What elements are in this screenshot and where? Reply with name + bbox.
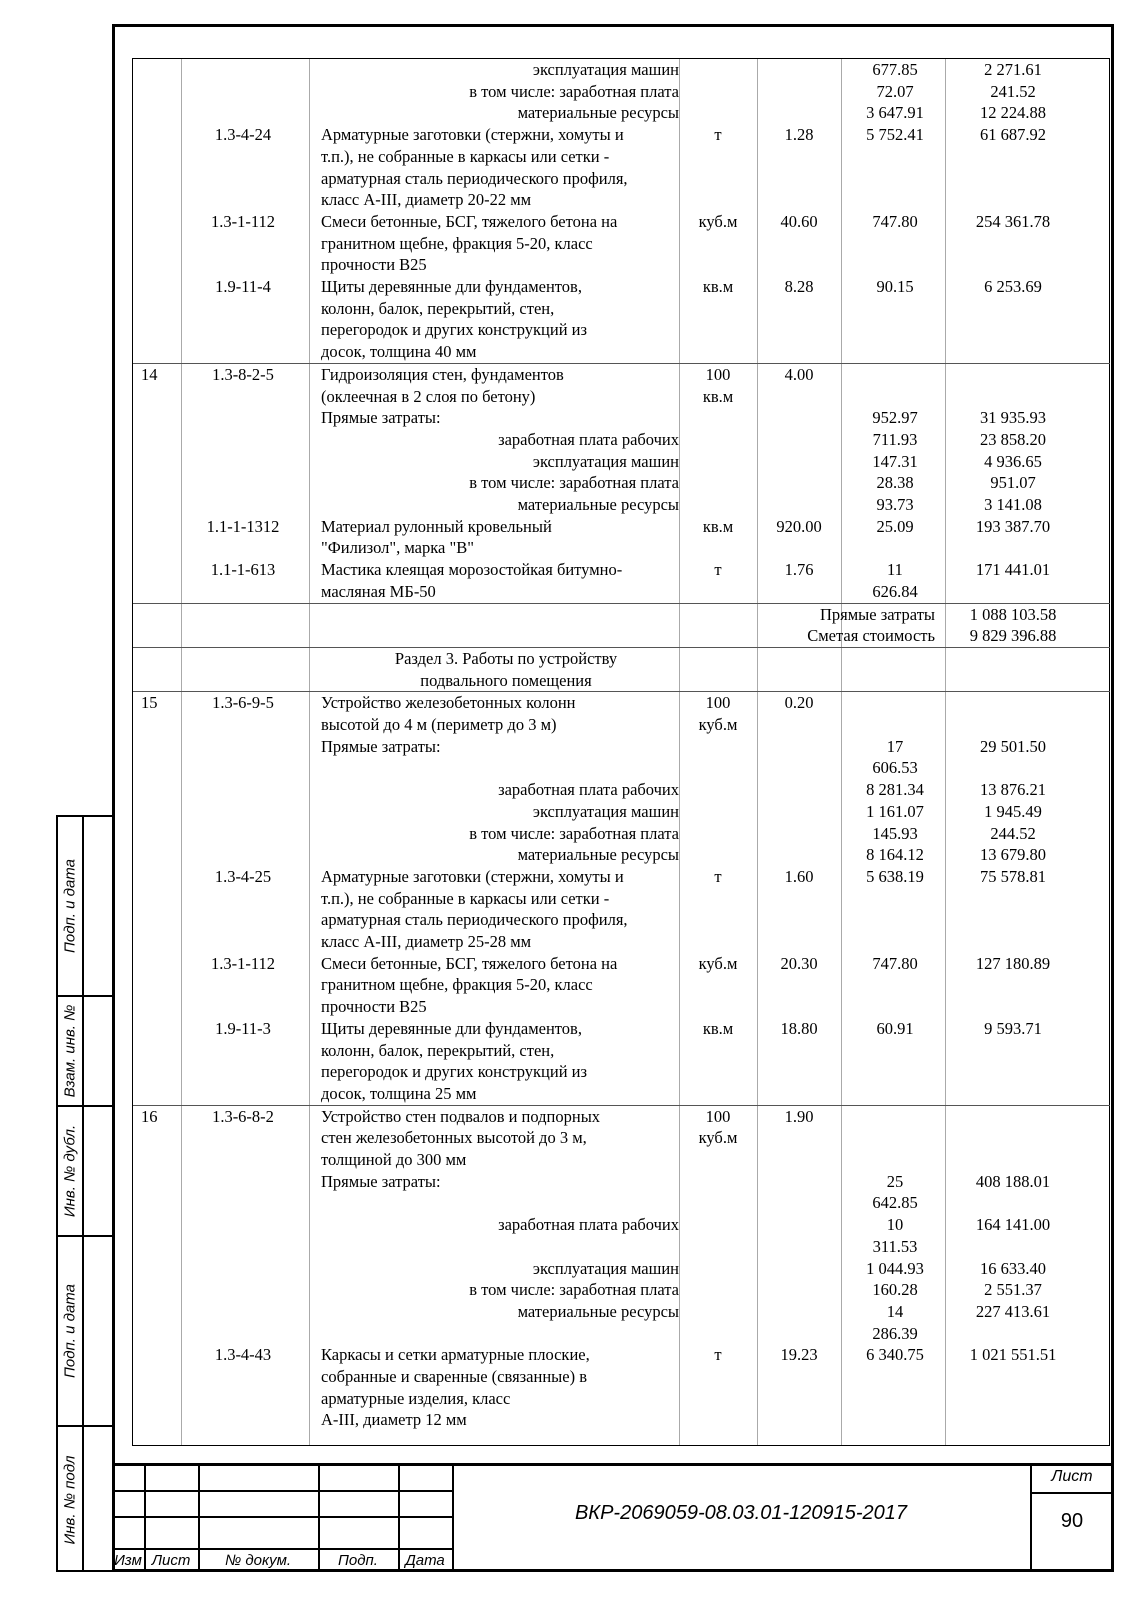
stamp-label: Подп. и дата xyxy=(61,859,79,953)
total-cost: 3 141.08 xyxy=(984,495,1042,514)
unit-of-measure: куб.м xyxy=(698,953,738,973)
work-description: класс А-III, диаметр 25-28 мм xyxy=(321,932,532,951)
work-description: Материал рулонный кровельный xyxy=(321,516,552,536)
total-cost: 12 224.88 xyxy=(980,103,1046,123)
unit-price: 72.07 xyxy=(876,81,914,101)
total-cost: 241.52 xyxy=(990,81,1036,101)
work-description: Устройство железобетонных колонн xyxy=(321,693,576,713)
rate-code: 1.9-11-4 xyxy=(215,277,271,296)
unit-of-measure: т xyxy=(714,560,722,580)
hdr-signature: Подп. xyxy=(338,1552,378,1569)
total-cost: 9 593.71 xyxy=(984,1018,1042,1038)
document-code: ВКР-2069059-08.03.01-120915-2017 xyxy=(574,1502,908,1524)
stamp-cell xyxy=(58,1237,112,1427)
summary-label: Прямые затраты xyxy=(819,604,935,624)
stamp-label-box xyxy=(58,1427,84,1572)
sheet-label: Лист xyxy=(1051,1468,1093,1485)
stamp-label-box xyxy=(58,1107,84,1235)
quantity: 20.30 xyxy=(780,953,818,973)
quantity: 920.00 xyxy=(776,516,822,536)
total-cost: 1 021 551.51 xyxy=(969,1345,1057,1365)
unit-price: 160.28 xyxy=(872,1280,918,1300)
unit-price: 147.31 xyxy=(872,451,918,471)
total-cost: 29 501.50 xyxy=(980,736,1046,756)
stamp-label-box xyxy=(58,997,84,1105)
total-cost: 254 361.78 xyxy=(975,211,1051,231)
total-cost: 13 679.80 xyxy=(980,845,1046,865)
summary-value: 1 088 103.58 xyxy=(969,604,1057,624)
unit-of-measure: куб.м xyxy=(698,1128,738,1148)
hdr-list: Лист xyxy=(151,1552,191,1569)
unit-of-measure: куб.м xyxy=(698,211,738,231)
rate-code: 1.1-1-1312 xyxy=(206,516,280,536)
unit-of-measure: куб.м xyxy=(698,715,738,734)
work-description: Щиты деревянные дли фундаментов, xyxy=(321,1018,582,1038)
work-description: т.п.), не собранные в каркасы или сетки - xyxy=(321,146,610,166)
work-description: Смеси бетонные, БСГ, тяжелого бетона на xyxy=(321,211,618,231)
quantity: 8.28 xyxy=(784,277,814,296)
work-description: Устройство стен подвалов и подпорных xyxy=(321,1106,601,1126)
quantity: 1.28 xyxy=(784,125,814,145)
unit-price: 8 281.34 xyxy=(866,780,924,800)
total-cost: 127 180.89 xyxy=(975,953,1051,973)
unit-price: 14 xyxy=(886,1301,904,1321)
rate-code: 1.3-4-25 xyxy=(214,866,272,886)
work-description: толщиной до 300 мм xyxy=(321,1150,467,1169)
rate-code: 1.3-6-9-5 xyxy=(212,693,274,713)
section-title: подвального помещения xyxy=(420,670,592,690)
unit-price: 5 752.41 xyxy=(866,125,924,145)
estimate-table xyxy=(132,58,1110,1446)
left-stamp xyxy=(56,815,112,1572)
unit-price: 6 340.75 xyxy=(866,1345,924,1365)
hdr-date: Дата xyxy=(405,1552,445,1569)
total-cost: 2 551.37 xyxy=(984,1280,1042,1300)
cost-subitem-label: в том числе: заработная плата xyxy=(469,1280,679,1300)
unit-price: 145.93 xyxy=(872,823,918,843)
work-description: перегородок и других конструкций из xyxy=(321,1062,588,1082)
summary-label: Сметая стоимость xyxy=(807,626,935,646)
work-description: арматурные изделия, класс xyxy=(321,1388,511,1408)
position-number: 16 xyxy=(141,1106,158,1126)
position-number: 14 xyxy=(141,364,158,384)
total-cost: 4 936.65 xyxy=(984,451,1042,471)
quantity: 18.80 xyxy=(780,1018,818,1038)
total-cost: 951.07 xyxy=(990,473,1036,493)
position-number: 15 xyxy=(141,693,158,713)
unit-of-measure: 100 xyxy=(705,364,731,384)
unit-price: 90.15 xyxy=(876,277,914,296)
quantity: 1.76 xyxy=(784,560,814,580)
stamp-cell xyxy=(58,1107,112,1237)
work-description: гранитном щебне, фракция 5-20, класс xyxy=(321,975,593,995)
unit-price: 747.80 xyxy=(872,211,918,231)
work-description: собранные и сваренные (связанные) в xyxy=(321,1367,587,1386)
work-description: стен железобетонных высотой до 3 м, xyxy=(321,1128,587,1148)
cost-subitem-label: эксплуатация машин xyxy=(532,801,679,821)
summary-value: 9 829 396.88 xyxy=(969,626,1057,646)
total-cost: 13 876.21 xyxy=(980,780,1046,800)
cost-subitem-label: эксплуатация машин xyxy=(532,60,679,79)
section-title: Раздел 3. Работы по устройству xyxy=(394,648,618,668)
stamp-label: Взам. инв. № xyxy=(61,1004,79,1098)
quantity: 0.20 xyxy=(784,693,814,713)
cost-subitem-label: материальные ресурсы xyxy=(517,845,679,865)
stamp-cell xyxy=(58,1427,112,1572)
work-description: перегородок и других конструкций из xyxy=(321,320,588,340)
cost-subitem-label: заработная плата рабочих xyxy=(498,780,679,800)
work-description: колонн, балок, перекрытий, стен, xyxy=(321,298,555,318)
stamp-label: Подп. и дата xyxy=(61,1284,79,1378)
work-description: А-III, диаметр 12 мм xyxy=(321,1410,467,1430)
cost-subitem-label: материальные ресурсы xyxy=(517,495,679,514)
cost-subitem-label: заработная плата рабочих xyxy=(498,429,679,449)
total-cost: 31 935.93 xyxy=(980,408,1046,428)
rate-code: 1.3-1-112 xyxy=(210,953,275,973)
cost-subitem-label: в том числе: заработная плата xyxy=(469,81,679,101)
cost-subitem-label: материальные ресурсы xyxy=(517,1301,679,1321)
unit-price: 626.84 xyxy=(872,581,918,601)
hdr-doc-number: № докум. xyxy=(224,1552,292,1569)
work-description: прочности В25 xyxy=(321,255,427,275)
total-cost: 164 141.00 xyxy=(975,1215,1051,1235)
quantity: 1.60 xyxy=(784,866,814,886)
unit-price: 606.53 xyxy=(872,758,918,778)
rate-code: 1.3-4-24 xyxy=(214,125,272,145)
work-description: высотой до 4 м (периметр до 3 м) xyxy=(321,715,557,734)
quantity: 19.23 xyxy=(780,1345,818,1365)
work-description: Арматурные заготовки (стержни, хомуты и xyxy=(321,125,624,145)
title-block xyxy=(112,1463,1114,1572)
unit-price: 8 164.12 xyxy=(866,845,924,865)
stamp-label: Инв. № дубл. xyxy=(61,1124,79,1218)
total-cost: 227 413.61 xyxy=(975,1301,1051,1321)
unit-price: 3 647.91 xyxy=(866,103,924,123)
work-description: (оклеечная в 2 слоя по бетону) xyxy=(321,386,536,406)
unit-price: 642.85 xyxy=(872,1193,918,1213)
unit-of-measure: т xyxy=(714,866,722,886)
unit-of-measure: кв.м xyxy=(702,277,734,296)
cost-subitem-label: заработная плата рабочих xyxy=(498,1215,679,1235)
work-description: колонн, балок, перекрытий, стен, xyxy=(321,1040,555,1060)
rate-code: 1.3-8-2-5 xyxy=(212,364,274,384)
unit-price: 11 xyxy=(887,560,903,580)
unit-price: 25.09 xyxy=(876,516,914,536)
stamp-cell xyxy=(58,817,112,997)
unit-price: 28.38 xyxy=(876,473,914,493)
direct-costs-label: Прямые затраты: xyxy=(321,408,441,428)
unit-price: 1 044.93 xyxy=(866,1258,924,1278)
cost-subitem-label: в том числе: заработная плата xyxy=(469,473,679,493)
unit-price: 17 xyxy=(886,736,904,756)
total-cost: 23 858.20 xyxy=(980,429,1046,449)
work-description: арматурная сталь периодического профиля, xyxy=(321,168,628,188)
direct-costs-label: Прямые затраты: xyxy=(321,736,441,756)
rate-code: 1.1-1-613 xyxy=(210,560,276,580)
unit-of-measure: т xyxy=(714,1345,722,1365)
work-description: Смеси бетонные, БСГ, тяжелого бетона на xyxy=(321,953,618,973)
cost-subitem-label: эксплуатация машин xyxy=(532,1258,679,1278)
work-description: масляная МБ-50 xyxy=(321,581,436,601)
unit-price: 952.97 xyxy=(872,408,918,428)
total-cost: 61 687.92 xyxy=(980,125,1046,145)
sheet-number: 90 xyxy=(1060,1510,1084,1532)
total-cost: 1 945.49 xyxy=(984,801,1042,821)
stamp-label-box xyxy=(58,1237,84,1425)
work-description: Мастика клеящая морозостойкая битумно- xyxy=(321,560,623,580)
stamp-label: Инв. № подл xyxy=(61,1455,79,1544)
total-cost: 75 578.81 xyxy=(980,866,1046,886)
work-description: досок, толщина 40 мм xyxy=(321,342,477,362)
hdr-izm: Изм xyxy=(114,1552,142,1569)
unit-price: 1 161.07 xyxy=(866,801,924,821)
cost-subitem-label: в том числе: заработная плата xyxy=(469,823,679,843)
work-description: прочности В25 xyxy=(321,997,427,1017)
unit-price: 60.91 xyxy=(876,1018,914,1038)
work-description: Щиты деревянные дли фундаментов, xyxy=(321,277,582,296)
total-cost: 6 253.69 xyxy=(984,277,1042,296)
work-description: т.п.), не собранные в каркасы или сетки - xyxy=(321,888,610,908)
work-description: гранитном щебне, фракция 5-20, класс xyxy=(321,233,593,253)
rate-code: 1.3-4-43 xyxy=(214,1345,272,1365)
total-cost: 408 188.01 xyxy=(975,1171,1051,1191)
unit-price: 286.39 xyxy=(872,1323,918,1343)
rate-code: 1.9-11-3 xyxy=(215,1018,271,1038)
unit-of-measure: 100 xyxy=(705,1106,731,1126)
unit-price: 677.85 xyxy=(872,60,918,79)
direct-costs-label: Прямые затраты: xyxy=(321,1171,441,1191)
work-description: "Филизол", марка "В" xyxy=(321,538,474,558)
unit-of-measure: 100 xyxy=(705,693,731,713)
total-cost: 244.52 xyxy=(990,823,1036,843)
total-cost: 171 441.01 xyxy=(975,560,1051,580)
unit-price: 10 xyxy=(886,1215,904,1235)
unit-price: 5 638.19 xyxy=(866,866,924,886)
stamp-cell xyxy=(58,997,112,1107)
work-description: Каркасы и сетки арматурные плоские, xyxy=(321,1345,590,1365)
work-description: Гидроизоляция стен, фундаментов xyxy=(321,364,564,384)
work-description: арматурная сталь периодического профиля, xyxy=(321,910,628,930)
work-description: Арматурные заготовки (стержни, хомуты и xyxy=(321,866,624,886)
work-description: досок, толщина 25 мм xyxy=(321,1083,477,1103)
unit-price: 25 xyxy=(886,1171,904,1191)
unit-of-measure: кв.м xyxy=(702,1018,734,1038)
quantity: 4.00 xyxy=(784,364,814,384)
total-cost: 2 271.61 xyxy=(984,60,1042,79)
cost-subitem-label: материальные ресурсы xyxy=(517,103,679,123)
rate-code: 1.3-1-112 xyxy=(210,211,275,231)
unit-price: 747.80 xyxy=(872,953,918,973)
quantity: 1.90 xyxy=(784,1106,814,1126)
unit-of-measure: кв.м xyxy=(702,516,734,536)
work-description: класс А-III, диаметр 20-22 мм xyxy=(321,190,532,210)
total-cost: 193 387.70 xyxy=(975,516,1051,536)
stamp-label-box xyxy=(58,817,84,995)
unit-price: 93.73 xyxy=(876,495,914,514)
total-cost: 16 633.40 xyxy=(980,1258,1046,1278)
rate-code: 1.3-6-8-2 xyxy=(212,1106,274,1126)
unit-price: 711.93 xyxy=(872,429,918,449)
cost-subitem-label: эксплуатация машин xyxy=(532,451,679,471)
quantity: 40.60 xyxy=(780,211,818,231)
unit-price: 311.53 xyxy=(872,1236,918,1256)
unit-of-measure: т xyxy=(714,125,722,145)
unit-of-measure: кв.м xyxy=(702,386,734,406)
